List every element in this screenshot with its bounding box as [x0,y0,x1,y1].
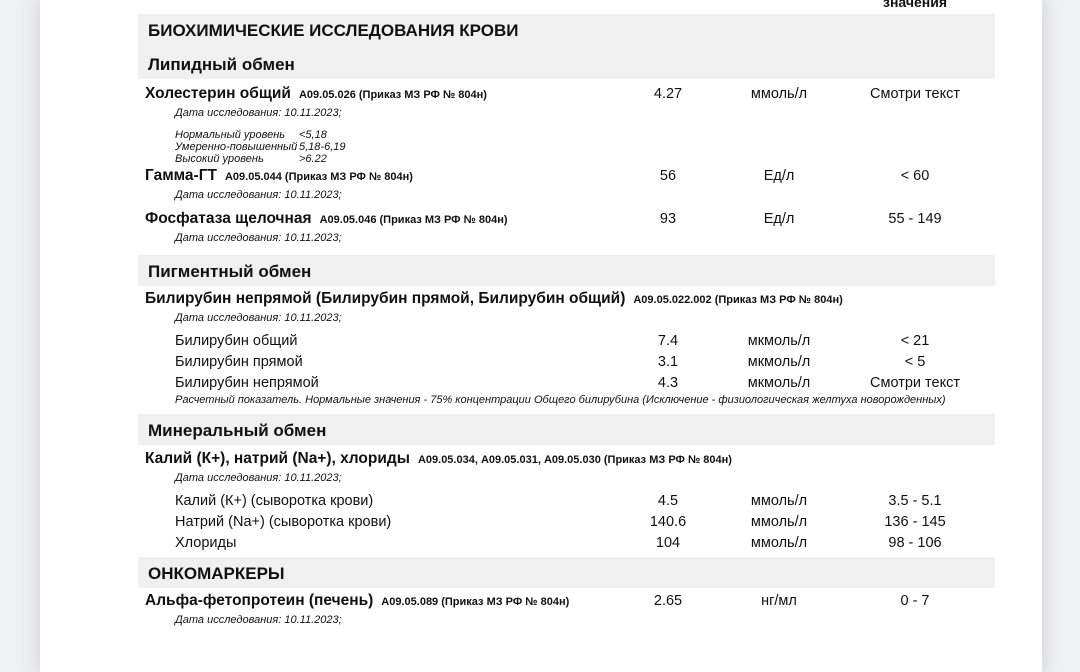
test-units: Ед/л [763,211,795,227]
info-row [175,153,995,165]
test-code: А09.05.089 (Приказ МЗ РФ № 804н) [381,596,570,608]
test-name-cell [145,167,613,186]
test-date: Дата исследования: 10.11.2023; [175,189,342,201]
analyte-reference: 98 - 106 [888,535,942,551]
test-value: 4.27 [653,86,683,102]
test-reference: 55 - 149 [888,211,942,227]
analyte-row [145,491,995,512]
calculation-footnote: Расчетный показатель. Нормальные значения - 75% концентрации Общего билирубина (Исключение - физиологическая желтуха новорожденных) [175,394,946,406]
section-title-mineral: Минеральный обмен [148,421,327,440]
test-reference: Смотри текст [870,86,960,102]
analyte-units: ммоль/л [750,535,808,551]
test-name-cell [145,592,613,611]
analyte-units: мкмоль/л [747,375,811,391]
section-band-pigment [138,255,995,286]
analyte-value: 4.5 [657,493,679,509]
test-units: Ед/л [763,168,795,184]
report-title: БИОХИМИЧЕСКИЕ ИССЛЕДОВАНИЯ КРОВИ [148,21,519,40]
test-code: А09.05.044 (Приказ МЗ РФ № 804н) [224,171,413,183]
test-reference: < 60 [900,168,930,184]
section-band-mineral [138,414,995,445]
analyte-value: 4.3 [657,375,679,391]
test-name: Калий (К+), натрий (Na+), хлориды [145,450,410,467]
test-date: Дата исследования: 10.11.2023; [175,312,342,324]
test-value: 2.65 [653,593,683,609]
analyte-name: Билирубин непрямой [175,375,319,391]
analyte-value: 104 [655,535,681,551]
analyte-units: мкмоль/л [747,333,811,349]
info-label: Умеренно-повышенный [175,141,298,153]
info-value: <5,18 [299,129,327,141]
test-name-cell [145,290,995,309]
section-title-pigment: Пигментный обмен [148,262,312,281]
analyte-row [145,373,995,394]
section-band-oncomarkers [138,557,995,588]
analyte-name: Хлориды [175,535,237,551]
report-content [145,0,995,627]
analyte-value: 7.4 [657,333,679,349]
analyte-value: 140.6 [649,514,687,530]
test-date: Дата исследования: 10.11.2023; [175,232,342,244]
analyte-name: Билирубин прямой [175,354,303,370]
test-name: Фосфатаза щелочная [145,210,312,227]
test-value: 93 [659,211,677,227]
analyte-value: 3.1 [657,354,679,370]
analyte-reference: Смотри текст [870,375,960,391]
analyte-units: ммоль/л [750,493,808,509]
test-name: Билирубин непрямой (Билирубин прямой, Билирубин общий) [145,290,626,307]
analyte-row [145,533,995,554]
section-title-lipid: Липидный обмен [148,55,295,74]
info-label: Высокий уровень [175,153,264,165]
test-code: А09.05.034, А09.05.031, А09.05.030 (Приказ МЗ РФ № 804н) [417,454,732,466]
info-value: 5,18-6,19 [299,141,346,153]
test-date: Дата исследования: 10.11.2023; [175,614,342,626]
analyte-name: Билирубин общий [175,333,298,349]
test-reference: 0 - 7 [900,593,930,609]
section-title-oncomarkers: ОНКОМАРКЕРЫ [148,564,285,583]
test-row [145,592,995,611]
analyte-reference: 3.5 - 5.1 [888,493,942,509]
test-name-cell [145,210,613,229]
test-row [145,290,995,309]
test-name-cell [145,450,995,469]
analyte-rows [145,491,995,554]
test-row [145,167,995,186]
test-row [145,85,995,104]
analyte-row [145,512,995,533]
info-row [175,141,995,153]
test-row [145,210,995,229]
info-row [175,129,995,141]
analyte-row [145,331,995,352]
analyte-name: Калий (К+) (сыворотка крови) [175,493,374,509]
test-code: А09.05.022.002 (Приказ МЗ РФ № 804н) [633,294,843,306]
test-units: ммоль/л [750,86,808,102]
test-name: Альфа-фетопротеин (печень) [145,592,374,609]
test-units: нг/мл [761,593,797,609]
info-value: >6.22 [299,153,327,165]
test-name-cell [145,85,613,104]
analyte-units: мкмоль/л [747,354,811,370]
analyte-reference: < 5 [904,354,926,370]
test-row [145,450,995,469]
analyte-rows [145,331,995,394]
analyte-row [145,352,995,373]
section-band-lipid [138,14,995,79]
test-name: Гамма-ГТ [145,167,217,184]
test-name: Холестерин общий [145,85,291,102]
test-value: 56 [659,168,677,184]
analyte-reference: 136 - 145 [884,514,946,530]
test-date: Дата исследования: 10.11.2023; [175,107,342,119]
lab-report-page [40,0,1042,672]
analyte-name: Натрий (Na+) (сыворотка крови) [175,514,392,530]
values-column-header: значения [883,0,947,10]
reference-info-block [175,129,995,165]
analyte-reference: < 21 [900,333,930,349]
test-code: А09.05.026 (Приказ МЗ РФ № 804н) [298,89,487,101]
test-code: А09.05.046 (Приказ МЗ РФ № 804н) [319,214,508,226]
test-date: Дата исследования: 10.11.2023; [175,472,342,484]
info-label: Нормальный уровень [175,129,286,141]
analyte-units: ммоль/л [750,514,808,530]
